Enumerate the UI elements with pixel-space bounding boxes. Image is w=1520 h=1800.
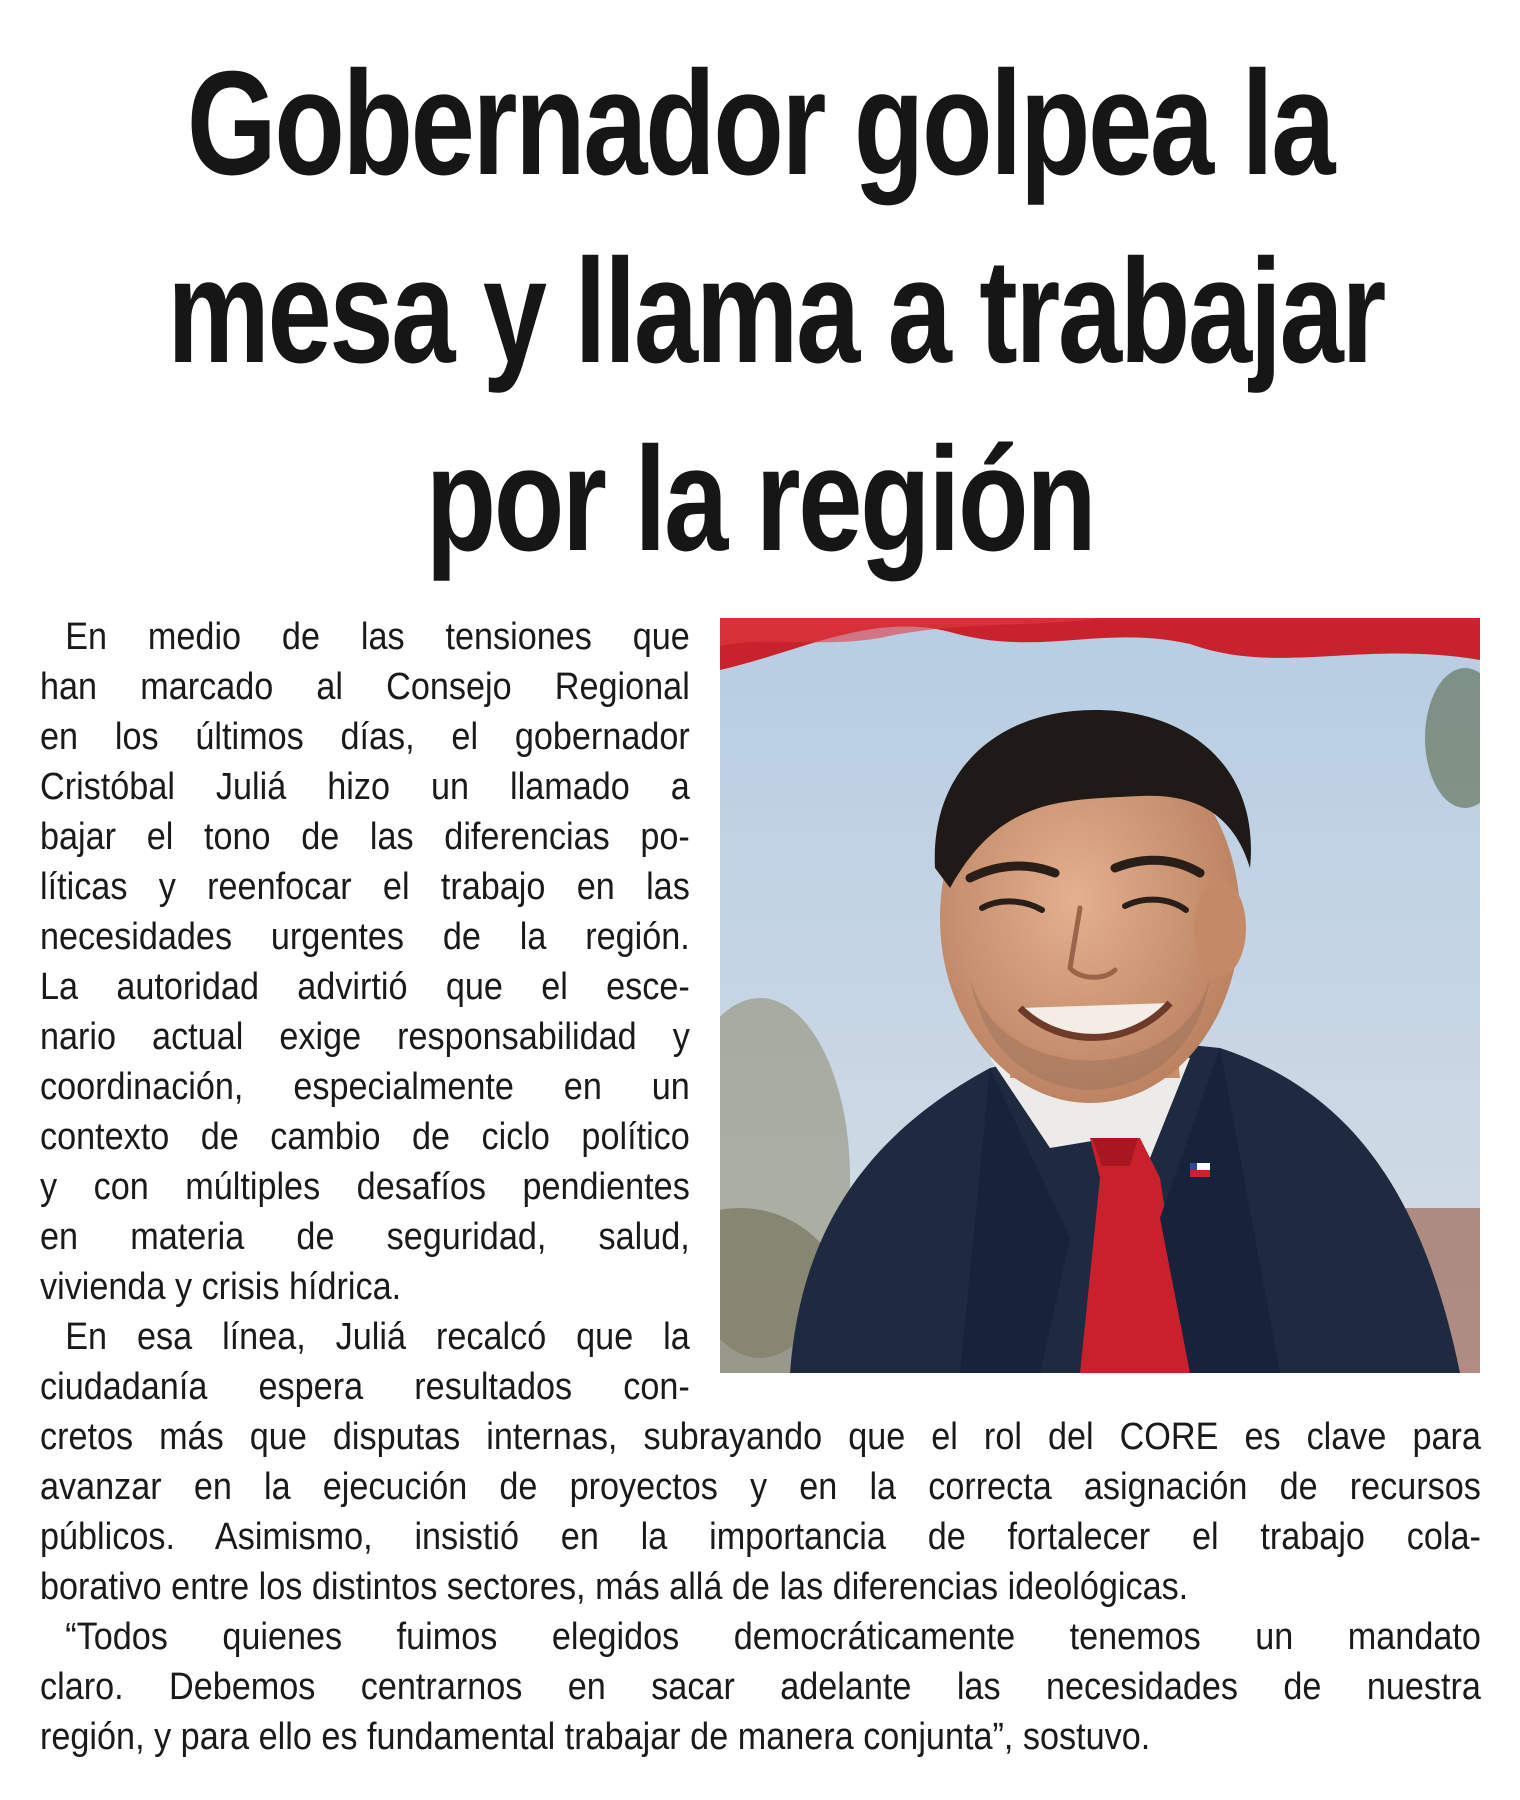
text-line: Cristóbal Juliá hizo un llamado a <box>40 766 690 808</box>
text-line: región, y para ello es fundamental trabajar de manera conjunta”, sostuvo. <box>40 1716 1151 1758</box>
text-line: vivienda y crisis hídrica. <box>40 1266 402 1308</box>
headline-line: mesa y llama a trabajar <box>167 229 1385 394</box>
text-line: contexto de cambio de ciclo político <box>40 1116 690 1158</box>
text-line: y con múltiples desafíos pendientes <box>40 1166 690 1208</box>
text-line: en los últimos días, el gobernador <box>40 716 690 758</box>
headline-line: Gobernador golpea la <box>186 41 1334 206</box>
text-line: públicos. Asimismo, insistió en la importancia de fortalecer el trabajo cola- <box>40 1516 1481 1558</box>
paragraph-1 <box>40 612 690 1312</box>
text-line: “Todos quienes fuimos elegidos democráticamente tenemos un mandato <box>65 1616 1481 1658</box>
text-line: coordinación, especialmente en un <box>40 1066 690 1108</box>
text-line: nario actual exige responsabilidad y <box>40 1016 690 1058</box>
text-line: líticas y reenfocar el trabajo en las <box>40 866 690 908</box>
paragraph-3-quote <box>40 1612 1481 1762</box>
text-line: ciudadanía espera resultados con- <box>40 1366 690 1408</box>
headline <box>167 30 1385 594</box>
paragraph-2-continued <box>40 1412 1481 1612</box>
text-line: La autoridad advirtió que el esce- <box>40 966 690 1008</box>
article-body-column <box>40 612 690 1412</box>
text-line: en materia de seguridad, salud, <box>40 1216 690 1258</box>
headline-line: por la región <box>425 417 1095 582</box>
text-line: bajar el tono de las diferencias po- <box>40 816 690 858</box>
text-line: han marcado al Consejo Regional <box>40 666 690 708</box>
text-line: En esa línea, Juliá recalcó que la <box>65 1316 690 1358</box>
text-line: avanzar en la ejecución de proyectos y en la correcta asignación de recursos <box>40 1466 1481 1508</box>
text-line: claro. Debemos centrarnos en sacar adelante las necesidades de nuestra <box>40 1666 1481 1708</box>
text-line: cretos más que disputas internas, subrayando que el rol del CORE es clave para <box>40 1416 1481 1458</box>
text-line: necesidades urgentes de la región. <box>40 916 690 958</box>
article-body-full-width <box>40 1412 1481 1762</box>
text-line: borativo entre los distintos sectores, más allá de las diferencias ideológicas. <box>40 1566 1189 1608</box>
text-line: En medio de las tensiones que <box>65 616 690 658</box>
paragraph-2 <box>40 1312 690 1412</box>
governor-photo <box>720 618 1480 1373</box>
